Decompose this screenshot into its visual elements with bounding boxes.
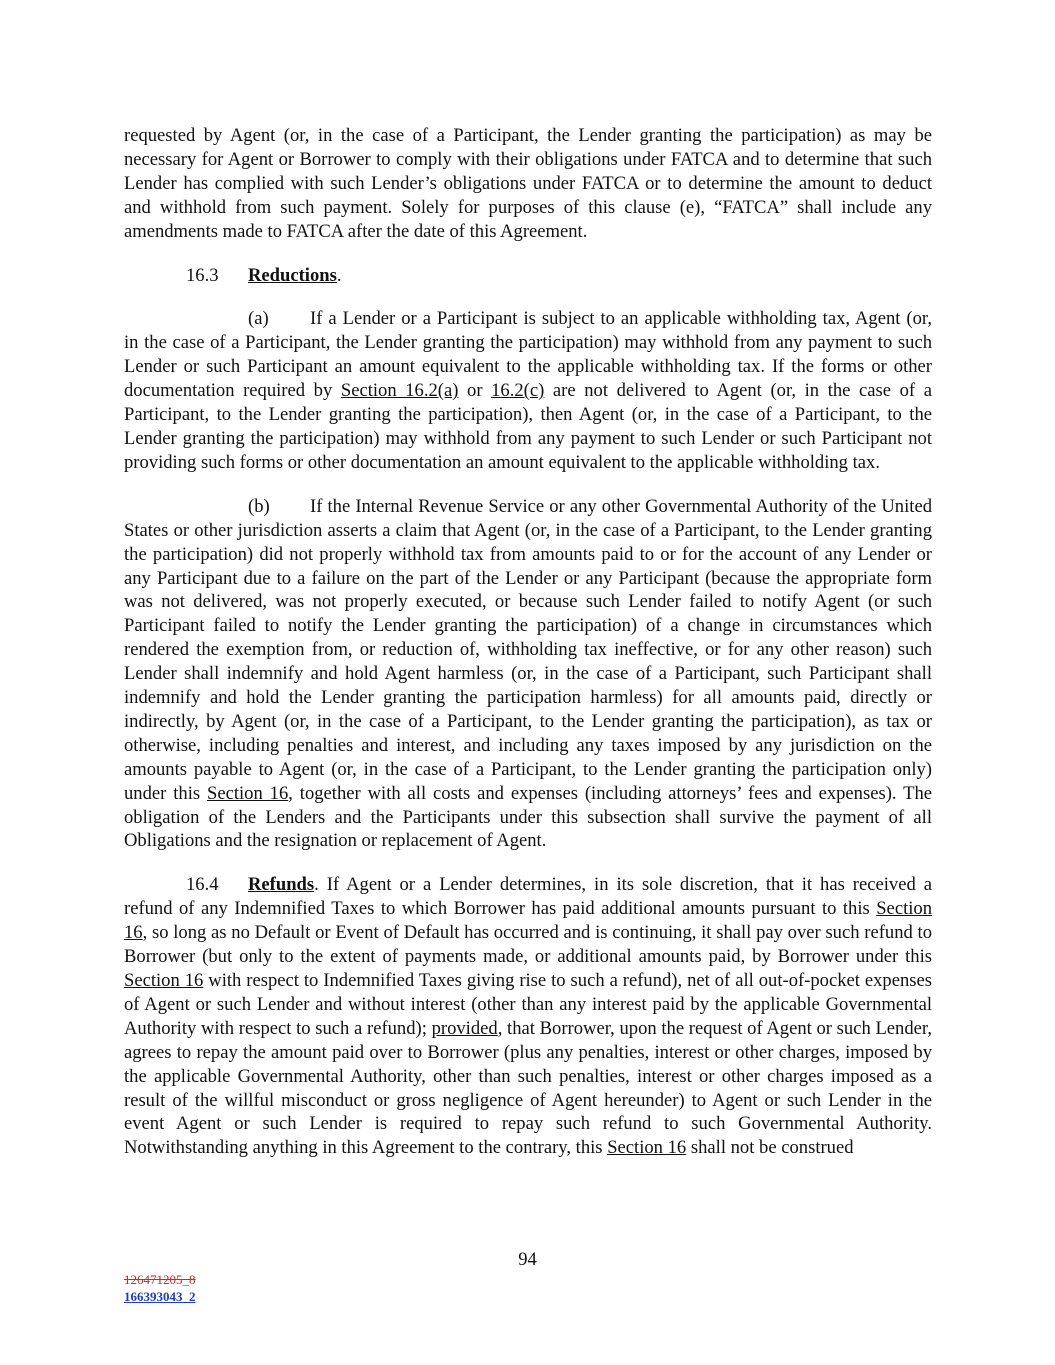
document-page [124,124,932,1160]
cross-reference: 16.2(c) [491,380,545,402]
provided-term: provided [431,1017,498,1039]
cross-reference: Section 16 [206,782,289,804]
paragraph-b: (b) If the Internal Revenue Service or any other Governmental Authority of the United States or other jurisdiction asserts a claim that Agent (or, in the case of a Participant, to the Lender granting the participation) did not properly withhold tax from amounts paid to or for the account of any Lender or any Participant due to a failure on the part of the Lender or any Participant (because the appropriate form was not delivered, was not properly executed, or because such Lender failed to notify Agent (or such Participant failed to notify the Lender granting the participation) of a change in circumstances which rendered the exemption from, or reduction of, withholding tax ineffective, or for any other reason) such Lender shall indemnify and hold Agent harmless (or, in the case of a Participant, such Participant shall indemnify and hold the Lender granting the participation harmless) for all amounts paid, directly or indirectly, by Agent (or, in the case of a Participant, to the Lender granting the participation), as tax or otherwise, including penalties and interest, and including any taxes imposed by any jurisdiction on the amounts payable to Agent (or, in the case of a Participant, to the Lender granting the participation only) under this Section 16, together with all costs and expenses (including attorneys’ fees and expenses). The obligation of the Lenders and the Participants under this subsection shall survive the payment of all Obligations and the resignation or replacement of Agent. [124,495,933,852]
cross-reference: Section 16 [124,898,932,944]
section-number: 16.3 [186,264,219,286]
page-number: 94 [518,1249,537,1270]
cross-reference: Section 16 [607,1137,687,1159]
new-document-id: 166393043_2 [124,1289,196,1304]
section-title: Refunds [248,874,315,896]
section-number: 16.4 [186,874,219,896]
paragraph-label: (b) [248,495,270,517]
old-document-id: 126471205_8 [124,1272,196,1287]
section-16-4-paragraph: 16.4 Refunds. If Agent or a Lender determines, in its sole discretion, that it has received a refund of any Indemnified Taxes to which Borrower has paid additional amounts pursuant to this Section 16, so long as no Default or Event of Default has occurred and is continuing, it shall pay over such refund to Borrower (but only to the extent of payments made, or additional amounts paid, by Borrower under this Section 16 with respect to Indemnified Taxes giving rise to such a refund), net of all out-of-pocket expenses of Agent or such Lender and without interest (other than any interest paid by the applicable Governmental Authority with respect to such a refund); provided, that Borrower, upon the request of Agent or such Lender, agrees to repay the amount paid over to Borrower (plus any penalties, interest or other charges, imposed by the applicable Governmental Authority, other than such penalties, interest or other charges imposed as a result of the willful misconduct or gross negligence of Agent hereunder) to Agent or such Lender in the event Agent or such Lender is required to repay such refund to such Governmental Authority. Notwithstanding anything in this Agreement to the contrary, this Section 16 shall not be construed [124,874,933,1159]
paragraph-a: (a) If a Lender or a Participant is subject to an applicable withholding tax, Agent (or, in the case of a Participant, the Lender granting the participation) may withhold from any payment to such Lender or such Participant an amount equivalent to the applicable withholding tax. If the forms or other documentation required by Section 16.2(a) or 16.2(c) are not delivered to Agent (or, in the case of a Participant, to the Lender granting the participation), then Agent (or, in the case of a Participant, to the Lender granting the participation) may withhold from any payment to such Lender or such Participant not providing such forms or other documentation an amount equivalent to the applicable withholding tax. [124,308,932,473]
intro-paragraph: requested by Agent (or, in the case of a Participant, the Lender granting the participation) as may be necessary for Agent or Borrower to comply with their obligations under FATCA and to determine that such Lender has complied with such Lender’s obligations under FATCA or to determine the amount to deduct and withhold from such payment. Solely for purposes of this clause (e), “FATCA” shall include any amendments made to FATCA after the date of this Agreement. [124,125,932,242]
cross-reference: Section 16 [124,970,204,991]
section-title: Reductions [248,264,337,286]
cross-reference: Section 16.2(a) [340,380,459,402]
section-16-3-heading: 16.3 Reductions. [186,264,342,286]
paragraph-label: (a) [248,308,269,330]
